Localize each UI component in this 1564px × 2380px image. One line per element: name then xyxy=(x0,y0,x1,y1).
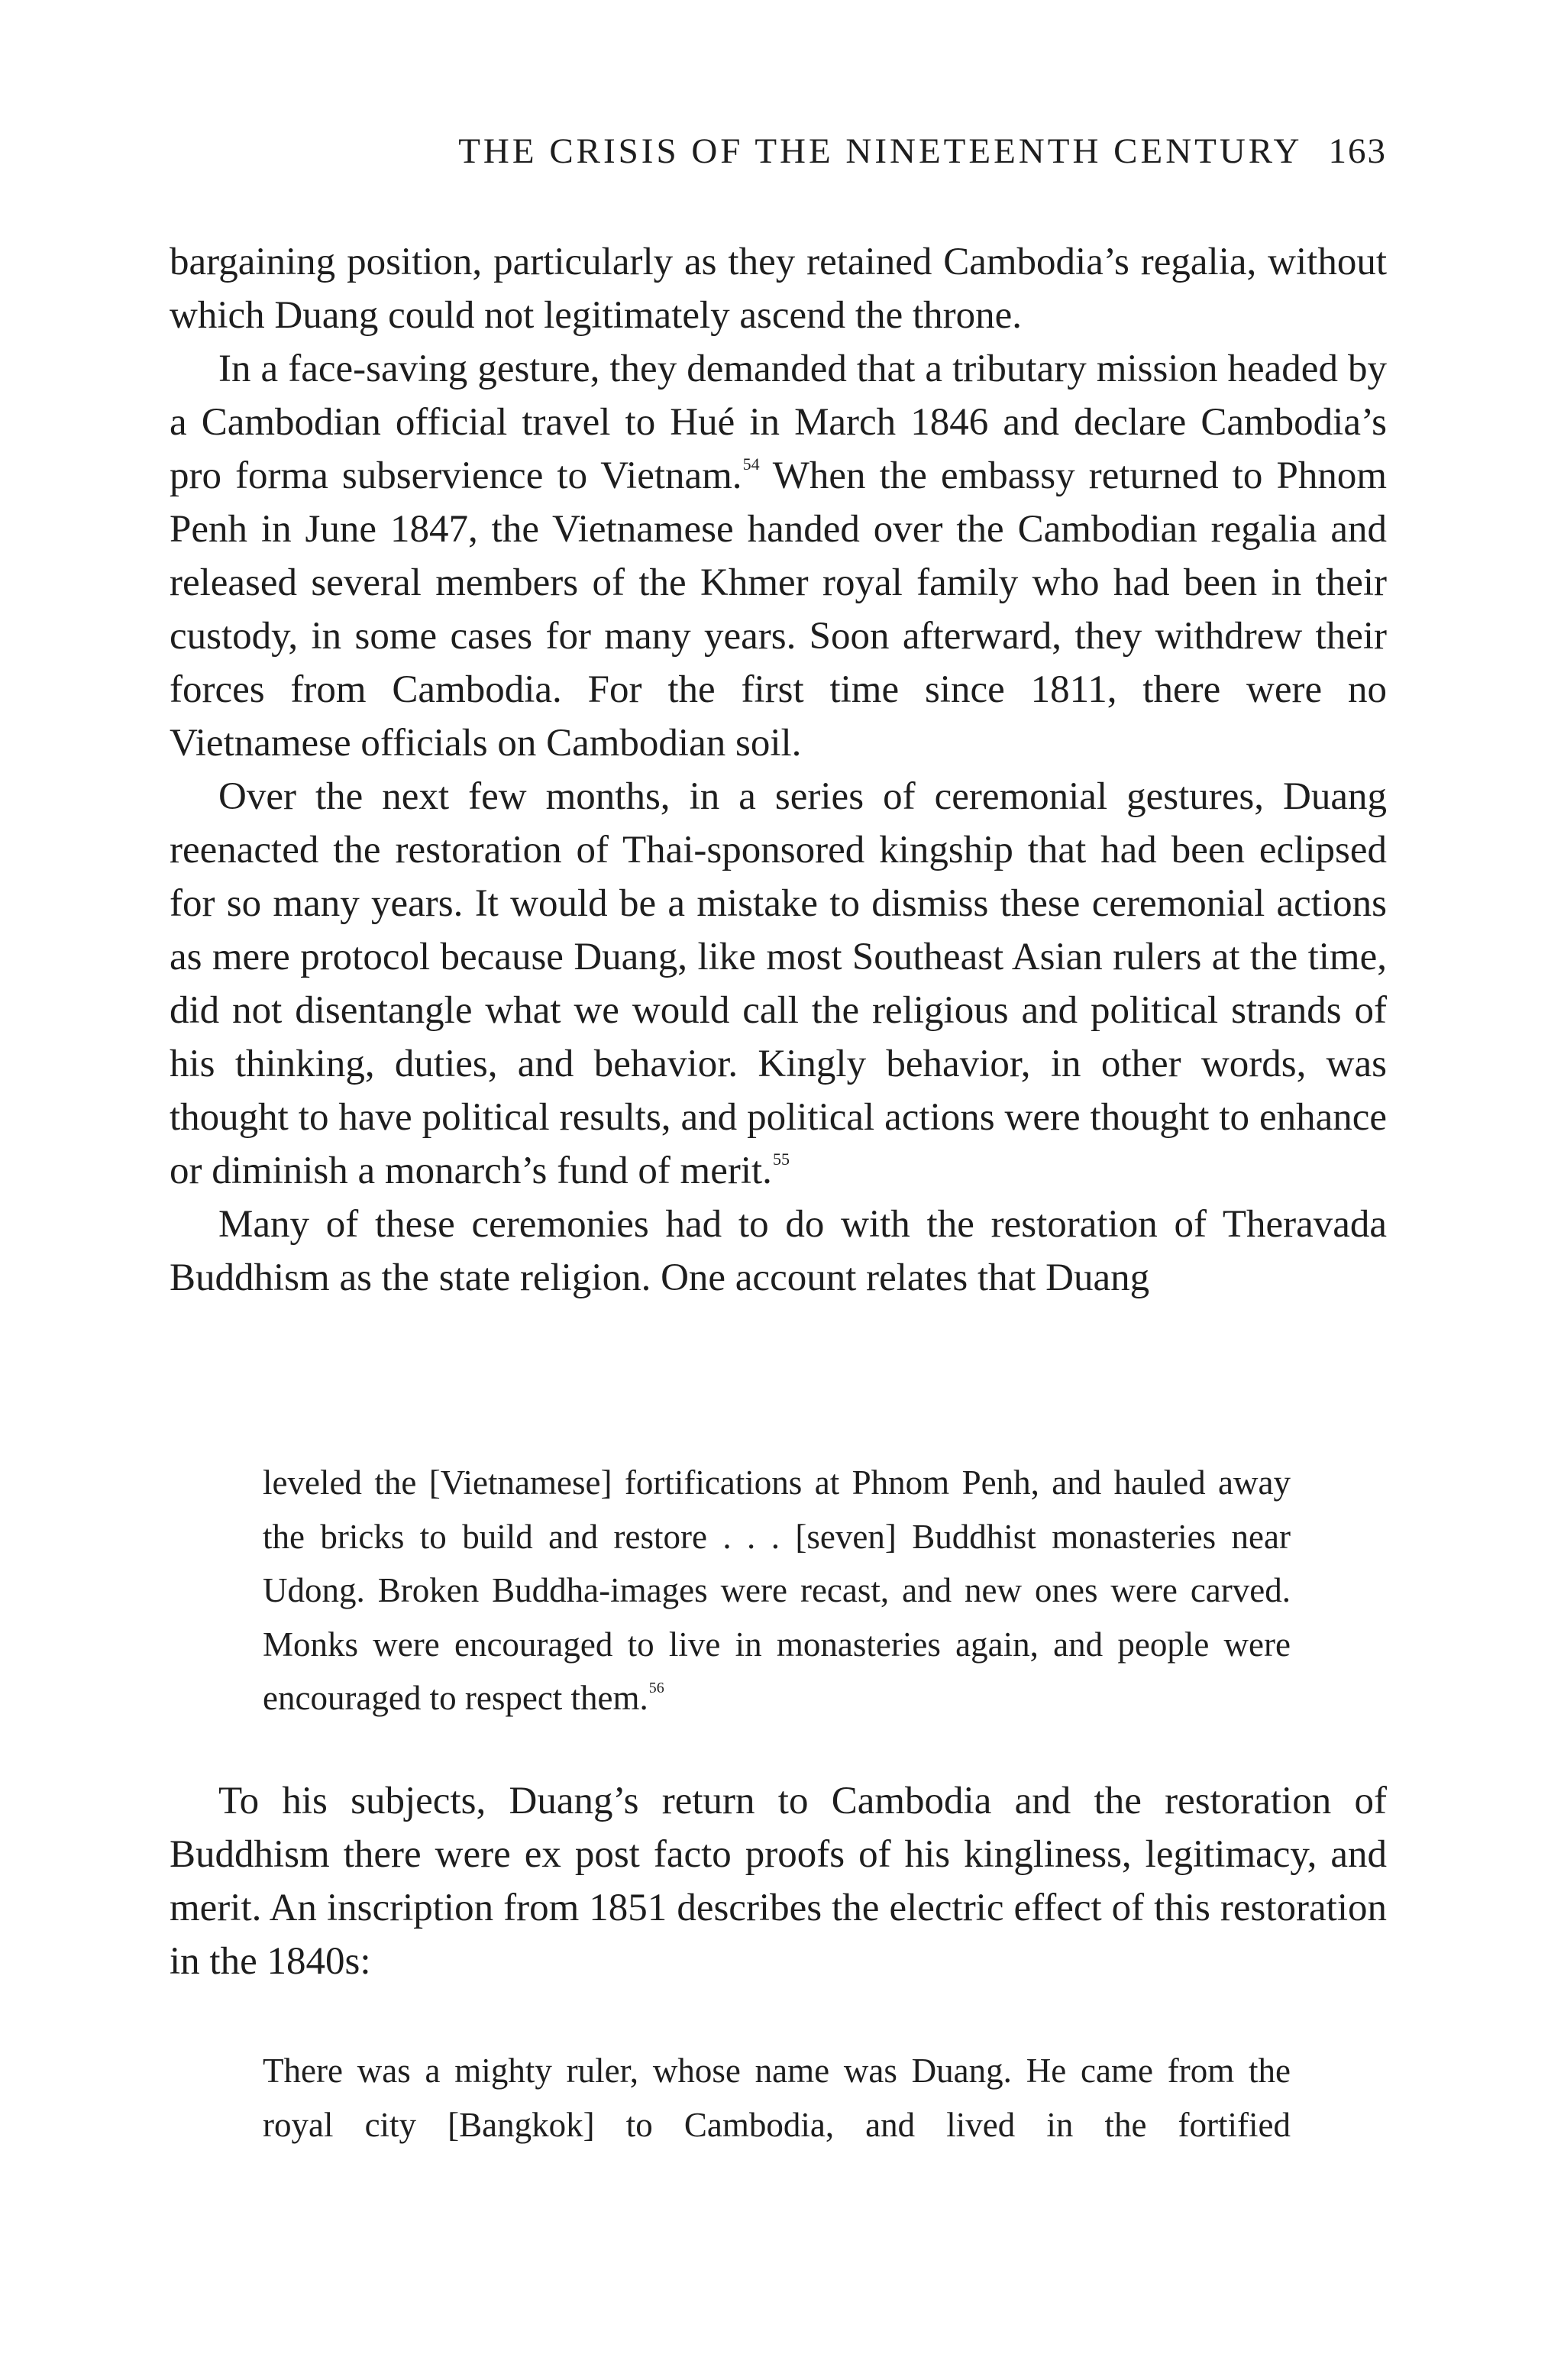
body-text-upper xyxy=(170,235,1387,1305)
paragraph-continued: bargaining position, particularly as they retained Cambodia’s regalia, without which Duang could not legitimately ascend the throne. xyxy=(170,241,1387,337)
paragraph-ceremonial-gestures: Over the next few months, in a series of ceremonial gestures, Duang reenacted the restoration of Thai-sponsored kingship that had been eclipsed for so many years. It would be a mistake to dismiss these ceremonial actions as mere protocol because Duang, like most Southeast Asian rulers at the time, did not disentangle what we would call the religious and political strands of his thinking, duties, and behavior. Kingly behavior, in other words, was thought to have political results, and political actions were thought to enhance or diminish a monarch’s fund of merit.$^{55}$ xyxy=(170,775,1387,1192)
page-number: 163 xyxy=(1328,131,1387,171)
block-quote-inscription xyxy=(263,2044,1291,2152)
paragraph-subjects: To his subjects, Duang’s return to Cambodia and the restoration of Buddhism there were ex post facto proofs of his kingliness, legitimacy, and merit. An inscription from 1851 describes the electric effect of this restoration in the 1840s: xyxy=(170,1780,1387,1983)
paragraph-tributary-mission: In a face-saving gesture, they demanded that a tributary mission headed by a Cambodian official travel to Hué in March 1846 and declare Cambodia’s pro forma subservience to Vietnam.$^{54}$ When the embassy returned to Phnom Penh in June 1847, the Vietnamese handed over the Cambodian regalia and released several members of the Khmer royal family who had been in their custody, in some cases for many years. Soon afterward, they withdrew their forces from Cambodia. For the first time since 1811, there were no Vietnamese officials on Cambodian soil. xyxy=(170,348,1388,765)
footnote-ref-56[interactable]: 56 xyxy=(648,1680,664,1696)
footnote-ref-54[interactable]: 54 xyxy=(742,454,760,474)
quote-text: There was a mighty ruler, whose name was Duang. He came from the royal city [Bangkok] to Cambodia, and lived in the fortified xyxy=(263,2052,1291,2144)
paragraph-theravada: Many of these ceremonies had to do with the restoration of Theravada Buddhism as the state religion. One account relates that Duang xyxy=(170,1203,1387,1299)
block-quote-fortifications xyxy=(263,1456,1291,1725)
running-head xyxy=(170,128,1387,174)
footnote-ref-55[interactable]: 55 xyxy=(772,1150,790,1169)
chapter-title: THE CRISIS OF THE NINETEENTH CENTURY xyxy=(458,131,1303,171)
quote-text: leveled the [Vietnamese] fortifications at Phnom Penh, and hauled away the bricks to build and restore . . . [seven] Buddhist monasteries near Udong. Broken Buddha-images were recast, and new ones were carved. Monks were encouraged to live in monasteries again, and people were encouraged to respect them.$^{56}$ xyxy=(263,1463,1291,1717)
body-text-lower xyxy=(170,1774,1387,1988)
